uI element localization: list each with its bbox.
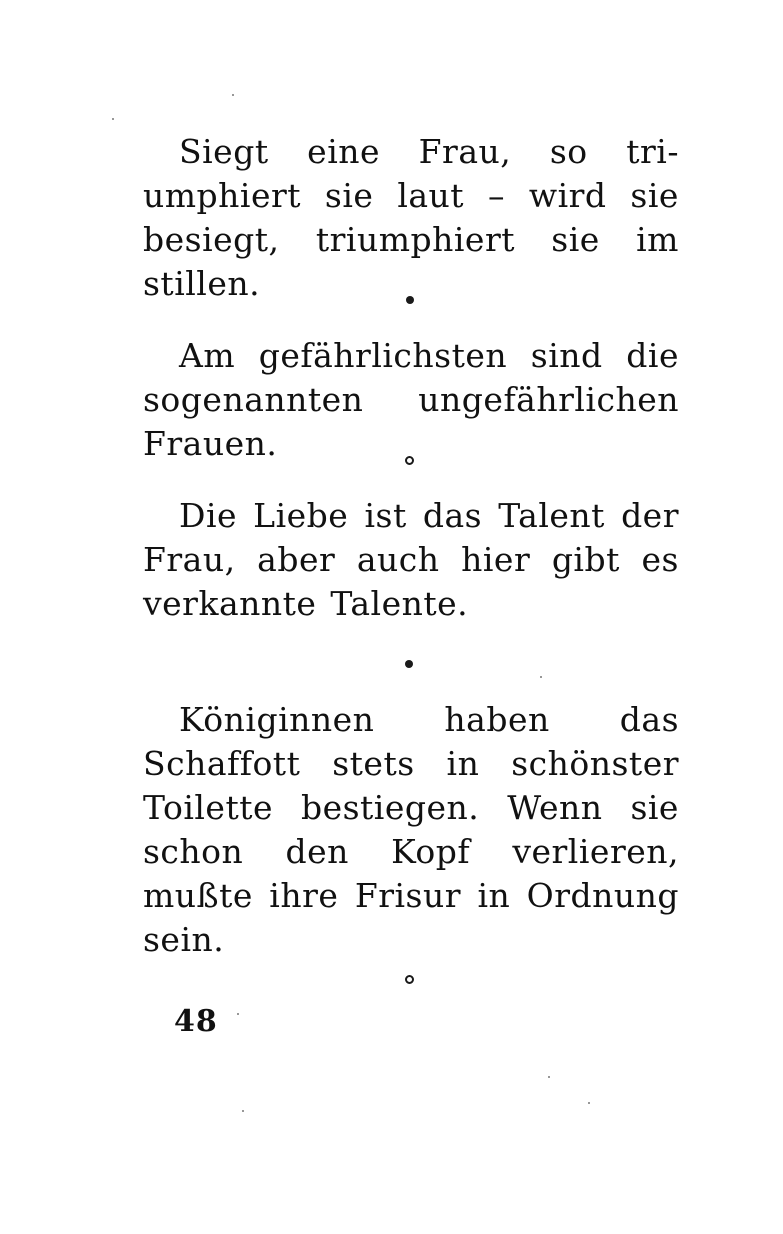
word: sogenannten	[143, 380, 364, 419]
word: es	[641, 540, 679, 579]
text-line	[143, 582, 679, 626]
word: im	[636, 220, 679, 259]
word: haben	[444, 700, 550, 739]
aphorism-3	[143, 494, 679, 626]
word: Siegt	[179, 132, 269, 171]
word: sie	[551, 220, 600, 259]
text-line	[143, 698, 679, 742]
word: verlieren,	[512, 832, 679, 871]
word: sie	[630, 176, 679, 215]
scan-speck	[112, 118, 114, 120]
word: Königinnen	[179, 700, 375, 739]
word: ungefährlichen	[418, 380, 679, 419]
separator-ring-icon	[405, 456, 414, 465]
scan-speck	[237, 1013, 239, 1015]
word: umphiert	[143, 176, 302, 215]
separator-ring-icon	[405, 975, 414, 984]
word: schon	[143, 832, 244, 871]
word: –	[487, 176, 505, 215]
word: ist	[364, 496, 407, 535]
word: laut	[397, 176, 465, 215]
word: gibt	[551, 540, 620, 579]
word: sein.	[143, 920, 225, 959]
word: Talente.	[330, 584, 469, 623]
word: sie	[324, 176, 374, 215]
word: Schaffott	[143, 744, 301, 783]
text-line	[143, 378, 679, 422]
scan-speck	[242, 1110, 244, 1112]
scan-speck	[548, 1076, 550, 1078]
separator-dot-icon	[405, 660, 413, 668]
text-line	[143, 334, 679, 378]
word: Liebe	[253, 496, 349, 535]
word: der	[621, 496, 679, 535]
scan-speck	[540, 676, 542, 678]
word: Frau,	[418, 132, 512, 171]
word: Frauen.	[143, 424, 278, 463]
aphorism-1	[143, 130, 679, 306]
word: Am	[179, 336, 236, 375]
word: Frisur	[354, 876, 462, 915]
word: stets	[332, 744, 415, 783]
word: das	[422, 496, 483, 535]
text-line	[143, 742, 679, 786]
word: triumphiert	[315, 220, 515, 259]
word: den	[285, 832, 349, 871]
word: sind	[530, 336, 603, 375]
word: in	[477, 876, 511, 915]
word: Talent	[498, 496, 605, 535]
word: aber	[257, 540, 336, 579]
text-line	[143, 874, 679, 918]
word: besiegt,	[143, 220, 280, 259]
word: mußte	[143, 876, 253, 915]
word: Ordnung	[526, 876, 679, 915]
word: hier	[461, 540, 531, 579]
text-line	[143, 830, 679, 874]
text-line	[143, 218, 679, 262]
page-number: 48	[174, 1004, 218, 1039]
text-line	[143, 494, 679, 538]
word: Die	[179, 496, 238, 535]
word: in	[446, 744, 480, 783]
separator-dot-icon	[406, 296, 414, 304]
word: Wenn	[507, 788, 603, 827]
aphorism-4	[143, 698, 679, 962]
word: stillen.	[143, 264, 261, 303]
scan-speck	[588, 1102, 590, 1104]
word: bestiegen.	[300, 788, 480, 827]
word: so	[549, 132, 588, 171]
text-line	[143, 786, 679, 830]
word: die	[626, 336, 679, 375]
word: tri-	[626, 132, 679, 171]
word: das	[619, 700, 679, 739]
text-line	[143, 174, 679, 218]
word: eine	[307, 132, 381, 171]
text-line	[143, 918, 679, 962]
word: Frau,	[143, 540, 236, 579]
text-line	[143, 538, 679, 582]
word: auch	[356, 540, 440, 579]
word: sie	[630, 788, 679, 827]
word: wird	[528, 176, 607, 215]
word: Toilette	[143, 788, 274, 827]
word: verkannte	[143, 584, 317, 623]
word: schönster	[511, 744, 679, 783]
aphorism-2	[143, 334, 679, 466]
scan-speck	[232, 94, 234, 96]
word: Kopf	[391, 832, 471, 871]
word: gefährlichsten	[258, 336, 508, 375]
word: ihre	[269, 876, 339, 915]
text-line	[143, 130, 679, 174]
